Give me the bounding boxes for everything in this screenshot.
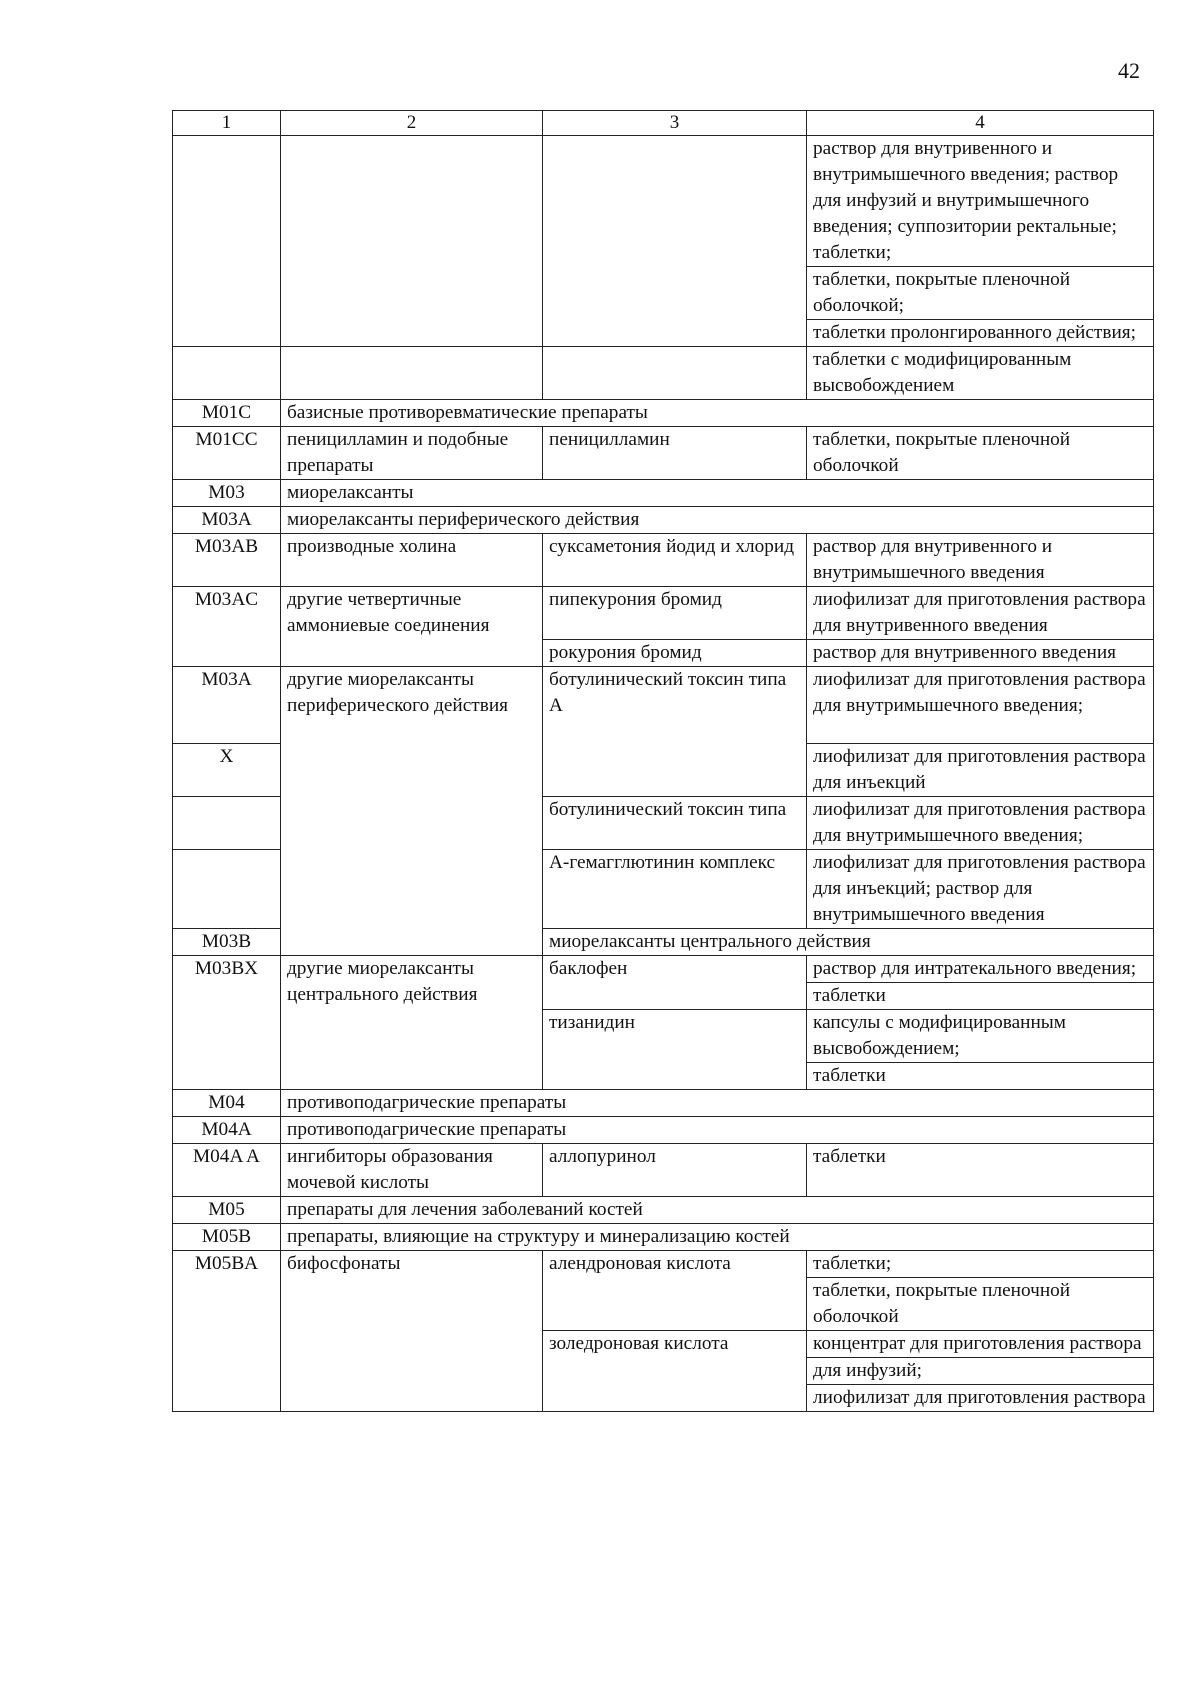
dosage-form: таблетки: [807, 982, 1153, 1009]
atc-code-cell: M03: [173, 480, 281, 507]
drug-cell: ботулинический токсин типа: [543, 797, 807, 850]
dosage-form: раствор для внутривенного введения: [813, 642, 1117, 663]
atc-code-cell: M03B: [173, 929, 281, 956]
table-row: [173, 400, 1154, 427]
forms-cell: [807, 1331, 1154, 1412]
forms-cell: [807, 667, 1154, 744]
atc-code-cell: [173, 797, 281, 850]
drug-cell: баклофен: [543, 956, 807, 1010]
table-row: [173, 1251, 1154, 1331]
group-cell: противоподагрические препараты: [281, 1090, 1154, 1117]
dosage-form: для инфузий;: [807, 1357, 1153, 1384]
atc-code-cell: M03A: [173, 507, 281, 534]
drug-cell: аллопуринол: [543, 1144, 807, 1197]
forms-cell: [807, 956, 1154, 1010]
atc-code-cell: M05B: [173, 1224, 281, 1251]
forms-cell: [807, 850, 1154, 929]
dosage-form: таблетки, покрытые пленочной оболочкой;: [807, 266, 1153, 319]
forms-cell: [807, 640, 1154, 667]
drug-cell: [543, 347, 807, 400]
drug-cell: пипекурония бромид: [543, 587, 807, 640]
atc-code-cell: [173, 347, 281, 400]
column-header: 3: [543, 111, 807, 136]
dosage-form: лиофилизат для приготовления раствора для внутримышечного введения;: [813, 799, 1146, 846]
forms-cell: [807, 1251, 1154, 1331]
drug-table: [172, 110, 1154, 1412]
forms-cell: [807, 427, 1154, 480]
dosage-form: раствор для внутривенного и внутримышечного введения; раствор для инфузий и внутримышечного введения; суппозитории ректальные; таблетки;: [813, 138, 1119, 263]
atc-code-cell: M04: [173, 1090, 281, 1117]
forms-cell: [807, 744, 1154, 797]
table-row: [173, 507, 1154, 534]
forms-cell: [807, 347, 1154, 400]
group-cell: препараты, влияющие на структуру и минерализацию костей: [281, 1224, 1154, 1251]
drug-cell: рокурония бромид: [543, 640, 807, 667]
atc-code-cell: M03AB: [173, 534, 281, 587]
group-cell: производные холина: [281, 534, 543, 587]
dosage-form: капсулы с модифицированным высвобождением;: [813, 1012, 1066, 1059]
group-cell: противоподагрические препараты: [281, 1117, 1154, 1144]
group-cell: другие миорелаксанты периферического действия: [281, 667, 543, 956]
column-header: 2: [281, 111, 543, 136]
forms-cell: [807, 797, 1154, 850]
forms-cell: [807, 1144, 1154, 1197]
drug-cell: тизанидин: [543, 1010, 807, 1090]
atc-code-cell: M04A A: [173, 1144, 281, 1197]
dosage-form: концентрат для приготовления раствора: [813, 1333, 1142, 1354]
table-row: [173, 1224, 1154, 1251]
drug-cell: алендроновая кислота: [543, 1251, 807, 1331]
group-cell: миорелаксанты центрального действия: [543, 929, 1154, 956]
group-cell: [281, 347, 543, 400]
drug-cell: золедроновая кислота: [543, 1331, 807, 1412]
group-cell: базисные противоревматические препараты: [281, 400, 1154, 427]
dosage-form: таблетки пролонгированного действия;: [807, 319, 1153, 346]
group-cell: другие миорелаксанты центрального действия: [281, 956, 543, 1090]
atc-code-cell: [173, 850, 281, 929]
atc-code-cell: M01CC: [173, 427, 281, 480]
drug-cell: ботулинический токсин типа А: [543, 667, 807, 797]
group-cell: миорелаксанты периферического действия: [281, 507, 1154, 534]
drug-cell: [543, 136, 807, 347]
group-cell: пеницилламин и подобные препараты: [281, 427, 543, 480]
dosage-form: лиофилизат для приготовления раствора для внутривенного введения: [813, 589, 1146, 636]
forms-cell: [807, 136, 1154, 347]
dosage-form: раствор для интратекального введения;: [813, 958, 1137, 979]
group-cell: миорелаксанты: [281, 480, 1154, 507]
column-header: 1: [173, 111, 281, 136]
dosage-form: таблетки: [813, 1146, 886, 1167]
atc-code-cell: [173, 136, 281, 347]
group-cell: бифосфонаты: [281, 1251, 543, 1412]
table-row: [173, 587, 1154, 640]
dosage-form: таблетки с модифицированным высвобождением: [813, 349, 1072, 396]
table-row: [173, 1144, 1154, 1197]
atc-code-cell: M01C: [173, 400, 281, 427]
table-row: [173, 667, 1154, 744]
table-header-row: [173, 111, 1154, 136]
table-row: [173, 1117, 1154, 1144]
forms-cell: [807, 1010, 1154, 1090]
dosage-form: таблетки, покрытые пленочной оболочкой: [813, 429, 1071, 476]
group-cell: препараты для лечения заболеваний костей: [281, 1197, 1154, 1224]
drug-cell: суксаметония йодид и хлорид: [543, 534, 807, 587]
table-row: [173, 1197, 1154, 1224]
drug-cell: пеницилламин: [543, 427, 807, 480]
dosage-form: лиофилизат для приготовления раствора для инъекций; раствор для внутримышечного введения: [813, 852, 1146, 925]
table-row: [173, 1090, 1154, 1117]
atc-code-cell: M03A: [173, 667, 281, 744]
atc-code-cell: X: [173, 744, 281, 797]
column-header: 4: [807, 111, 1154, 136]
forms-cell: [807, 587, 1154, 640]
dosage-form: таблетки: [807, 1062, 1153, 1089]
dosage-form: таблетки;: [813, 1253, 892, 1274]
group-cell: [281, 136, 543, 347]
dosage-form: лиофилизат для приготовления раствора: [807, 1384, 1153, 1411]
dosage-form: лиофилизат для приготовления раствора для внутримышечного введения;: [813, 669, 1146, 716]
drug-cell: А-гемагглютинин комплекс: [543, 850, 807, 929]
forms-cell: [807, 534, 1154, 587]
table-row: [173, 480, 1154, 507]
table-row: [173, 136, 1154, 347]
page-number: 42: [1118, 58, 1140, 83]
table-row: [173, 347, 1154, 400]
dosage-form: лиофилизат для приготовления раствора для инъекций: [813, 746, 1146, 793]
atc-code-cell: M05BA: [173, 1251, 281, 1412]
table-row: [173, 956, 1154, 1010]
dosage-form: таблетки, покрытые пленочной оболочкой: [807, 1277, 1153, 1330]
atc-code-cell: M03BX: [173, 956, 281, 1090]
atc-code-cell: M05: [173, 1197, 281, 1224]
group-cell: ингибиторы образования мочевой кислоты: [281, 1144, 543, 1197]
dosage-form: раствор для внутривенного и внутримышечного введения: [813, 536, 1053, 583]
atc-code-cell: M03AC: [173, 587, 281, 667]
atc-code-cell: M04A: [173, 1117, 281, 1144]
table-row: [173, 427, 1154, 480]
table-row: [173, 534, 1154, 587]
group-cell: другие четвертичные аммониевые соединения: [281, 587, 543, 667]
